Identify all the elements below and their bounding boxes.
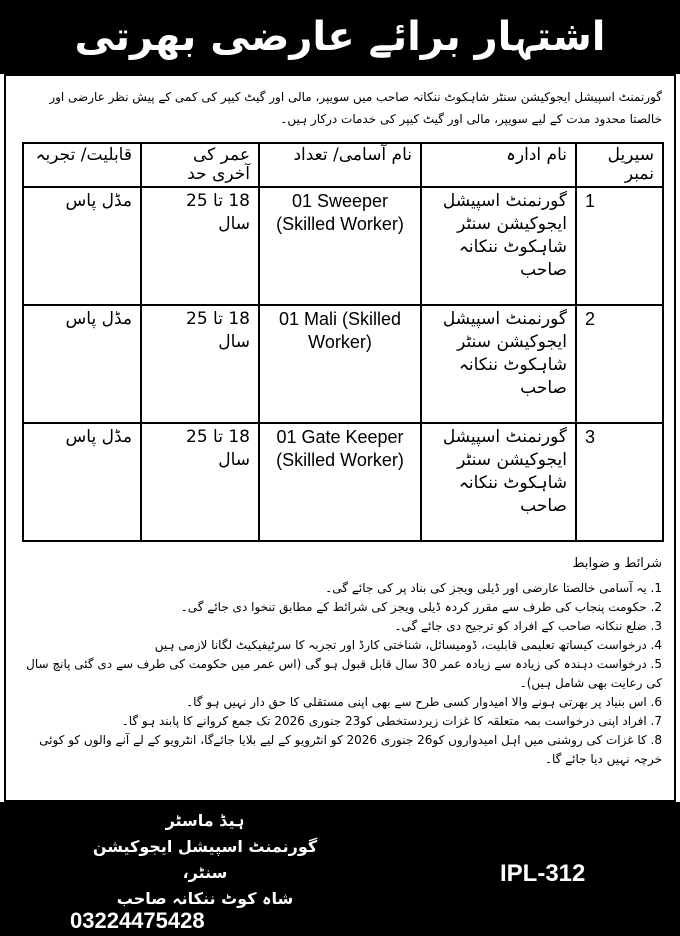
header-age: عمر کی آخری حد <box>141 143 259 187</box>
serial-cell: 2 <box>576 305 663 423</box>
header-qualification: قابلیت/ تجربہ <box>23 143 141 187</box>
age-cell: 18 تا 25 سال <box>141 305 259 423</box>
serial-cell: 3 <box>576 423 663 541</box>
post-cell: 01 Gate Keeper (Skilled Worker) <box>259 423 421 541</box>
header-post: نام آسامی/ تعداد <box>259 143 421 187</box>
post-cell: 01 Sweeper (Skilled Worker) <box>259 187 421 305</box>
term-item: 8. کا غزات کی روشنی میں اہل امیدواروں کو26 جنوری 2026 کو انٹرویو کے لیے بلایا جائےگا، انٹرویو کے لے آنے والوں کو کوئی خرچہ نہیں دیا جائے گا۔ <box>39 733 662 766</box>
terms-heading: شرائط و ضوابط <box>572 556 662 571</box>
table-row <box>23 305 663 423</box>
age-cell: 18 تا 25 سال <box>141 187 259 305</box>
ad-body <box>4 74 676 802</box>
term-item: 7. افراد اپنی درخواست بمہ متعلقہ کا غزات زیردستخطی کو23 جنوری 2026 تک جمع کروانے کا پابند ہو گا۔ <box>121 714 662 728</box>
institution-cell: گورنمنٹ اسپیشل ایجوکیشن سنٹر شاہکوٹ ننکانہ صاحب <box>421 305 576 423</box>
table-header-row <box>23 143 663 187</box>
term-item: 2. حکومت پنجاب کی طرف سے مقرر کردہ ڈیلی ویجز کی شرائط کے مطابق تنخوا دی جائے گی۔ <box>180 600 662 614</box>
term-item: 4. درخواست کیساتھ تعلیمی قابلیت، ڈومیسائل، شناختی کارڈ اور تجربہ کا سرٹیفیکیٹ لگانا لازمی ہیں <box>154 638 662 652</box>
age-cell: 18 تا 25 سال <box>141 423 259 541</box>
intro-text: گورنمنٹ اسپیشل ایجوکیشن سنٹر شاہکوٹ ننکانہ صاحب میں سویپر، مالی اور گیٹ کیپر کی کمی کے پیش نظر عارضی اور خالصتا محدود مدت کے لیے سویپر، مالی اور گیٹ کیپر کی خدمات درکار ہیں۔ <box>49 90 662 126</box>
term-item: 3. ضلع ننکانہ صاحب کے افراد کو ترجیح دی جائے گی۔ <box>394 619 662 633</box>
office-name: گورنمنٹ اسپیشل ایجوکیشن سنٹر، <box>92 837 318 882</box>
table-row <box>23 423 663 541</box>
header-institution: نام ادارہ <box>421 143 576 187</box>
positions-table <box>22 142 664 542</box>
terms-section <box>18 554 662 769</box>
qualification-cell: مڈل پاس <box>23 305 141 423</box>
qualification-cell: مڈل پاس <box>23 187 141 305</box>
office-place: شاہ کوٹ ننکانہ صاحب <box>116 889 294 908</box>
post-cell: 01 Mali (Skilled Worker) <box>259 305 421 423</box>
designation: ہیڈ ماسٹر <box>165 811 245 830</box>
phone-number: 03224475428 <box>70 908 205 933</box>
institution-cell: گورنمنٹ اسپیشل ایجوکیشن سنٹر شاہکوٹ ننکانہ صاحب <box>421 423 576 541</box>
term-item: 5. درخواست دہندہ کی زیادہ سے زیادہ عمر 30 سال قابل قبول ہو گی (اس عمر میں حکومت کی طرف سے دی گئی پانچ سال کی رعایت بھی شامل ہیں)۔ <box>26 657 662 690</box>
term-item: 6. اس بنیاد پر بھرتی ہونے والا امیدوار کسی طرح سے بھی اپنی مستقلی کا حق دار نہیں ہو گا۔ <box>186 695 662 709</box>
qualification-cell: مڈل پاس <box>23 423 141 541</box>
header-serial: سیریل نمبر <box>576 143 663 187</box>
footer <box>0 802 680 936</box>
signature-block <box>80 808 330 912</box>
ad-code: IPL-312 <box>500 860 586 887</box>
institution-cell: گورنمنٹ اسپیشل ایجوکیشن سنٹر شاہکوٹ ننکانہ صاحب <box>421 187 576 305</box>
serial-cell: 1 <box>576 187 663 305</box>
term-item: 1. یہ آسامی خالصتا عارضی اور ڈیلی ویجز کی بناد پر کی جائے گی۔ <box>325 581 662 595</box>
ad-title: اشتہار برائے عارضی بھرتی <box>0 0 680 74</box>
table-row <box>23 187 663 305</box>
